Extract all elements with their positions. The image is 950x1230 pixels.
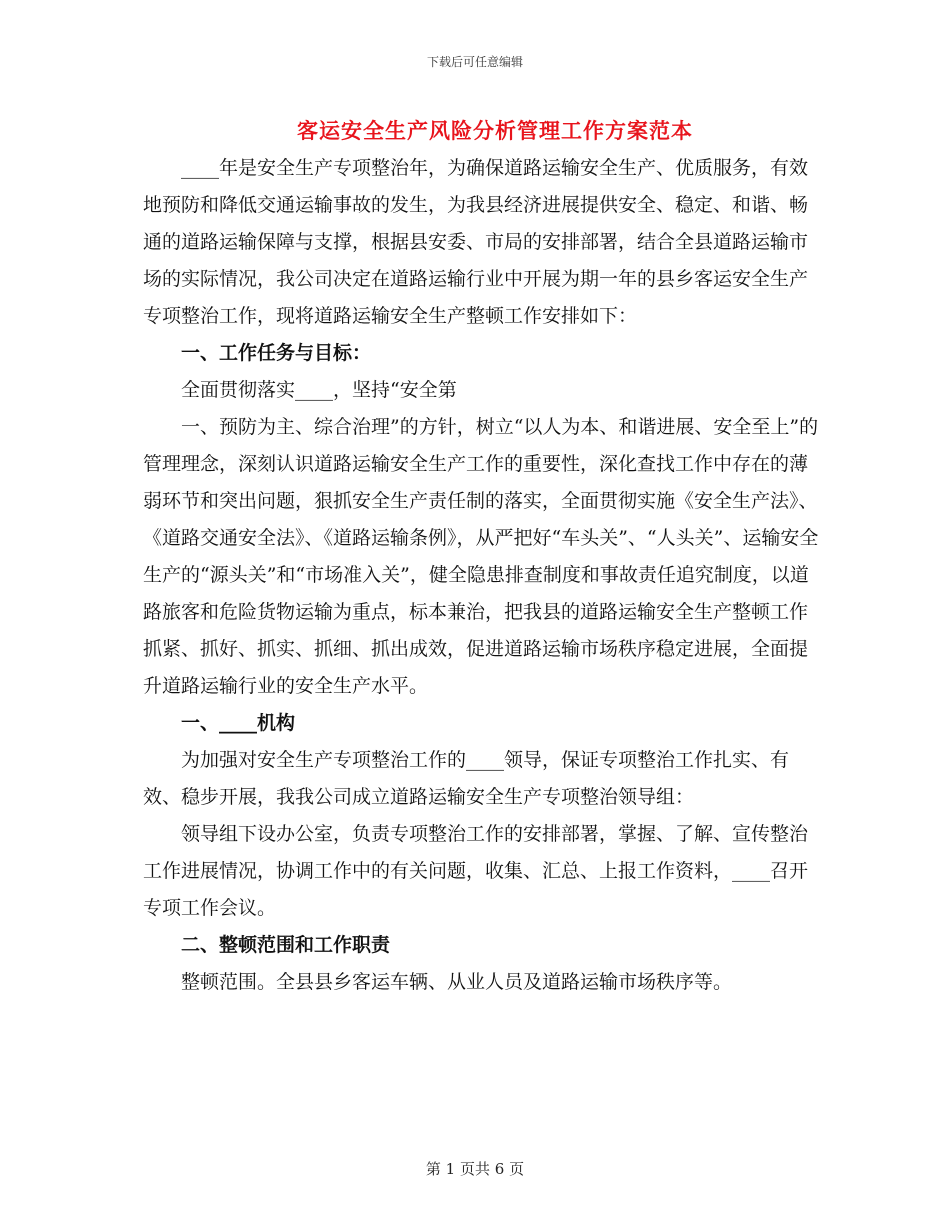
intro-paragraph: ____年是安全生产专项整治年，为确保道路运输安全生产、优质服务，有效地预防和降低交通运输事故的发生，为我县经济进展提供安全、稳定、和谐、畅通的道路运输保障与支撑，根据县安委、市局的安排部署，结合全县道路运输市场的实际情况，我公司决定在道路运输行业中开展为期一年的县乡客运安全生产专项整治工作，现将道路运输安全生产整顿工作安排如下： [143, 157, 809, 327]
page-number: 第 1 页共 6 页 [425, 1160, 525, 1178]
section-heading-scope: 二、整顿范围和工作职责 [181, 934, 391, 956]
paragraph-office: 领导组下设办公室，负责专项整治工作的安排部署，掌握、了解、宣传整治工作进展情况，协调工作中的有关问题，收集、汇总、上报工作资料，____召开专项工作会议。 [143, 823, 809, 919]
paragraph-policy: 一、预防为主、综合治理”的方针，树立“以人为本、和谐进展、安全至上”的管理理念，深刻认识道路运输安全生产工作的重要性，深化查找工作中存在的薄弱环节和突出问题，狠抓安全生产责任制的落实，全面贯彻实施《安全生产法》、《道路交通安全法》、《道路运输条例》，从严把好“车头关”、“人头关”、运输安全生产的“源头关”和“市场准入关”，健全隐患排查制度和事故责任追究制度，以道路旅客和危险货物运输为重点，标本兼治，把我县的道路运输安全生产整顿工作抓紧、抓好、抓实、抓细、抓出成效，促进道路运输市场秩序稳定进展，全面提升道路运输行业的安全生产水平。 [143, 416, 819, 697]
section-heading-tasks: 一、工作任务与目标： [181, 342, 372, 364]
paragraph-leadership: 为加强对安全生产专项整治工作的____领导，保证专项整治工作扎实、有效、稳步开展，我我公司成立道路运输安全生产专项整治领导组： [143, 749, 790, 808]
paragraph-scope: 整顿范围。全县县乡客运车辆、从业人员及道路运输市场秩序等。 [181, 971, 733, 993]
document-body [143, 150, 823, 1001]
document-title: 客运安全生产风险分析管理工作方案范本 [297, 118, 693, 143]
section-heading-organization: 一、____机构 [181, 712, 296, 734]
paragraph-implement: 全面贯彻落实____，坚持“安全第 [181, 379, 457, 401]
header-note: 下载后可任意编辑 [426, 55, 523, 69]
